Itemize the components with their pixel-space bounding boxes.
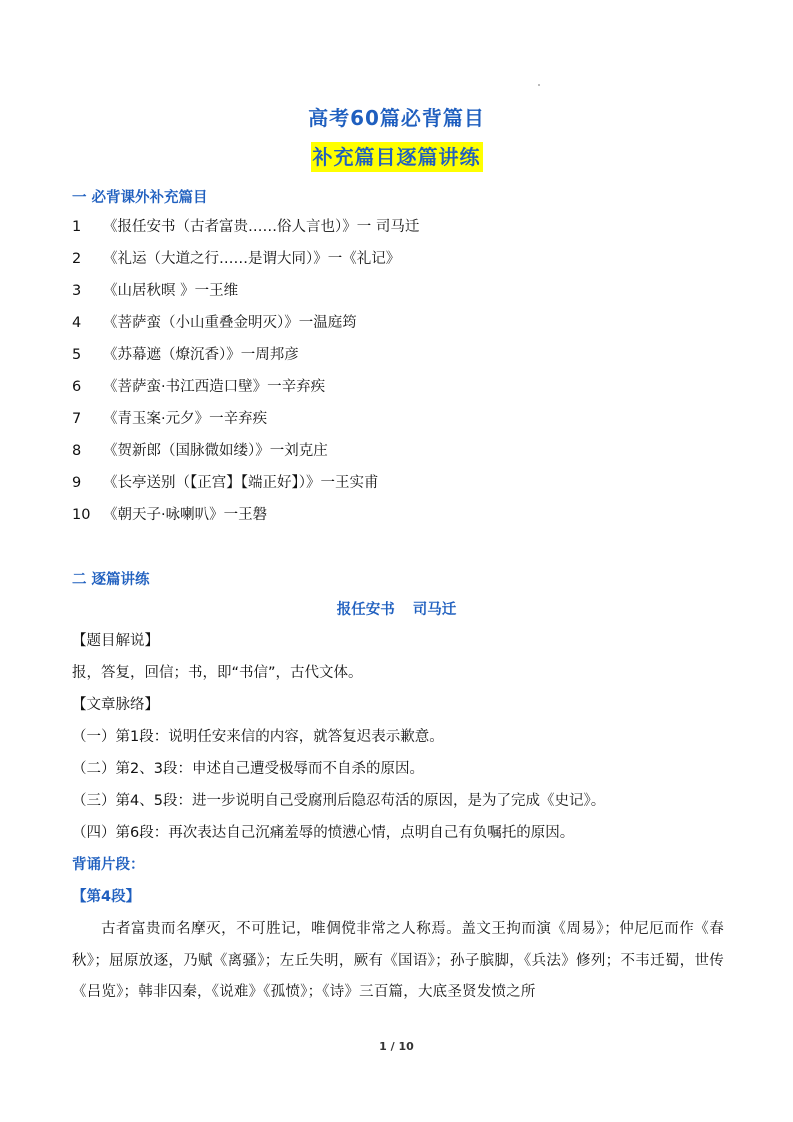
list-item-number: 10 bbox=[72, 507, 91, 523]
document-subtitle: 补充篇目逐篇讲练 bbox=[311, 142, 483, 172]
list-item-number: 9 bbox=[72, 475, 82, 491]
required-list bbox=[72, 216, 419, 536]
section-heading-1: 一 必背课外补充篇目 bbox=[72, 190, 208, 206]
article-author: 司马迁 bbox=[412, 602, 457, 618]
list-item-text: 《报任安书（古者富贵……俗人言也）》一 司马迁 bbox=[103, 219, 420, 235]
document-title: 高考60篇必背篇目 bbox=[308, 106, 485, 130]
article-heading bbox=[0, 598, 793, 619]
list-item-text: 《山居秋暝 》一王维 bbox=[103, 283, 239, 299]
list-item bbox=[72, 504, 419, 536]
list-item-number: 5 bbox=[72, 347, 82, 363]
list-item bbox=[72, 312, 419, 344]
list-item-text: 《青玉案·元夕》一辛弃疾 bbox=[103, 411, 268, 427]
context-item: （三）第4、5段：进一步说明自己受腐刑后隐忍苟活的原因，是为了完成《史记》。 bbox=[72, 793, 606, 809]
list-item bbox=[72, 344, 419, 376]
list-item bbox=[72, 440, 419, 472]
list-item bbox=[72, 216, 419, 248]
list-item-text: 《礼运（大道之行……是谓大同）》一《礼记》 bbox=[103, 251, 401, 267]
list-item bbox=[72, 408, 419, 440]
list-item-number: 3 bbox=[72, 283, 82, 299]
list-item-number: 7 bbox=[72, 411, 82, 427]
list-item-number: 6 bbox=[72, 379, 82, 395]
paragraph-label: 【第4段】 bbox=[72, 889, 141, 905]
context-heading: 【文章脉络】 bbox=[72, 697, 159, 713]
list-item bbox=[72, 248, 419, 280]
section-heading-2: 二 逐篇讲练 bbox=[72, 572, 150, 588]
list-item bbox=[72, 376, 419, 408]
list-item-number: 8 bbox=[72, 443, 82, 459]
list-item-text: 《苏幕遮（燎沉香）》一周邦彦 bbox=[103, 347, 299, 363]
page-number: 1 / 10 bbox=[379, 1040, 414, 1053]
recite-paragraph: 古者富贵而名摩灭，不可胜记，唯倜傥非常之人称焉。盖文王拘而演《周易》；仲尼厄而作《春秋》；屈原放逐，乃赋《离骚》；左丘失明，厥有《国语》；孙子膑脚，《兵法》修列；不韦迁蜀，世传《吕览》；韩非囚秦，《说难》《孤愤》；《诗》三百篇，大底圣贤发愤之所 bbox=[72, 921, 724, 1000]
list-item-text: 《贺新郎（国脉微如缕）》一刘克庄 bbox=[103, 443, 328, 459]
explain-text: 报，答复，回信；书，即“书信”，古代文体。 bbox=[72, 665, 363, 681]
article-title: 报任安书 bbox=[336, 602, 395, 618]
list-item bbox=[72, 280, 419, 312]
list-item-number: 1 bbox=[72, 219, 82, 235]
list-item-number: 4 bbox=[72, 315, 82, 331]
explain-heading: 【题目解说】 bbox=[72, 633, 159, 649]
context-item: （四）第6段：再次表达自己沉痛羞辱的愤懑心情，点明自己有负嘱托的原因。 bbox=[72, 825, 575, 841]
list-item-text: 《朝天子·咏喇叭》一王磐 bbox=[103, 507, 268, 523]
recite-heading: 背诵片段： bbox=[72, 857, 145, 873]
context-item: （一）第1段：说明任安来信的内容，就答复迟表示歉意。 bbox=[72, 729, 444, 745]
context-item: （二）第2、3段：申述自己遭受极辱而不自杀的原因。 bbox=[72, 761, 424, 777]
list-item-text: 《菩萨蛮·书江西造口壁》一辛弃疾 bbox=[103, 379, 326, 395]
list-item-text: 《长亭送别（【正宫】【端正好】）》一王实甫 bbox=[103, 475, 379, 491]
list-item-text: 《菩萨蛮（小山重叠金明灭）》一温庭筠 bbox=[103, 315, 357, 331]
speck bbox=[538, 84, 540, 86]
list-item bbox=[72, 472, 419, 504]
list-item-number: 2 bbox=[72, 251, 82, 267]
document-subtitle-wrap bbox=[0, 141, 793, 170]
